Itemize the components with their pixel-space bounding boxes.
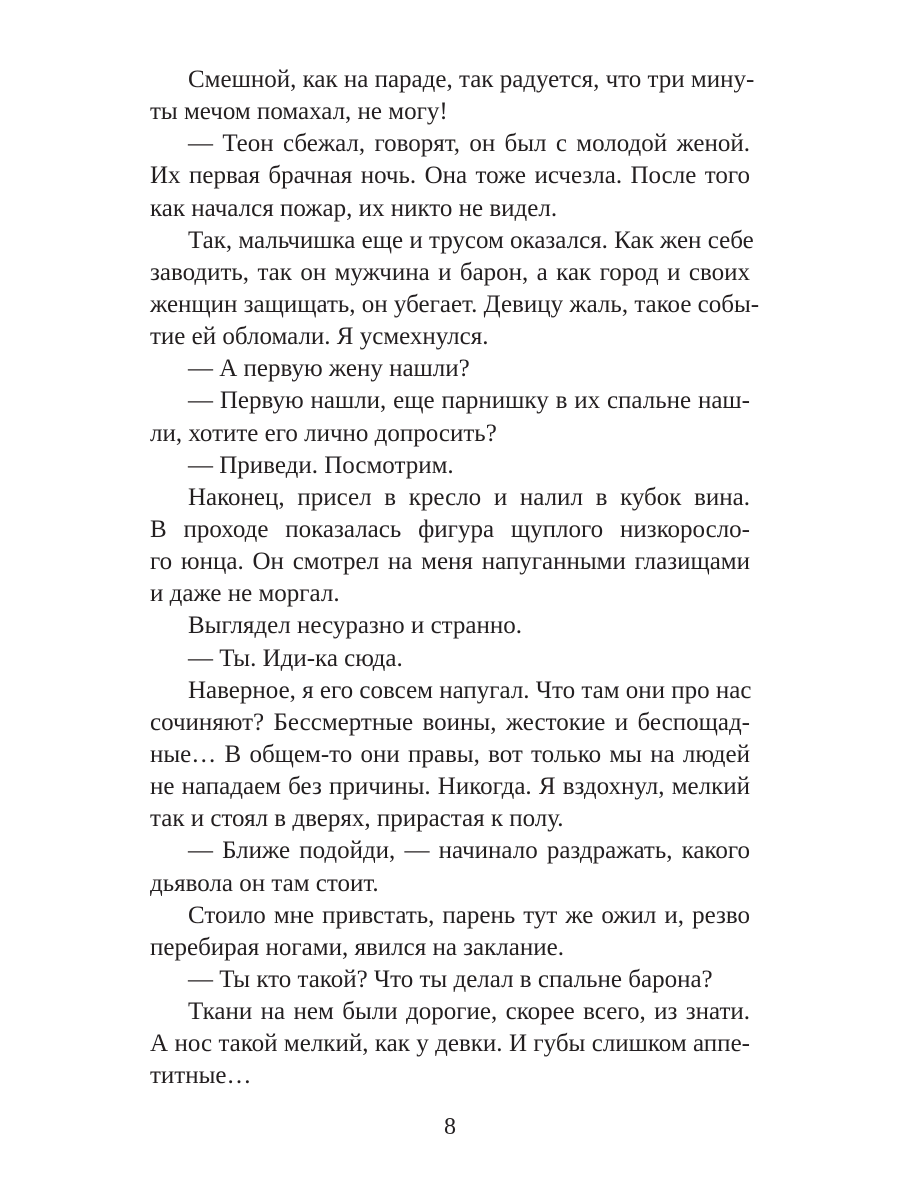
text-line: Их первая брачная ночь. Она тоже исчезла. После того (150, 162, 750, 190)
text-line: не нападаем без причины. Никогда. Я вздохнул, мелкий (150, 773, 750, 801)
text-line: ты мечом помахал, не могу! (150, 98, 448, 126)
text-line: — Теон сбежал, говорят, он был с молодой женой. (188, 130, 750, 158)
text-line: — А первую жену нашли? (188, 355, 470, 383)
text-line: Так, мальчишка еще и трусом оказался. Как жен себе (188, 226, 754, 254)
text-line: — Ты. Иди-ка сюда. (188, 644, 403, 672)
text-line: го юнца. Он смотрел на меня напуганными глазищами (150, 548, 750, 576)
text-line: титные… (150, 1062, 252, 1090)
text-line: так и стоял в дверях, прирастая к полу. (150, 805, 564, 833)
text-line: Наверное, я его совсем напугал. Что там они про нас (188, 676, 752, 704)
text-line: перебирая ногами, явился на заклание. (150, 933, 564, 961)
text-line: тие ей обломали. Я усмехнулся. (150, 323, 489, 351)
text-line: Ткани на нем были дорогие, скорее всего, из знати. (188, 998, 750, 1026)
text-line: Смешной, как на параде, так радуется, что три мину- (188, 66, 755, 93)
text-line: заводить, так он мужчина и барон, а как город и своих (150, 258, 750, 286)
text-line: — Первую нашли, еще парнишку в их спальне наш- (188, 387, 750, 415)
text-line: Стоило мне привстать, парень тут же ожил и, резво (188, 901, 750, 929)
text-line: женщин защищать, он убегает. Девицу жаль, такое собы- (150, 290, 760, 318)
text-line: — Ближе подойди, — начинало раздражать, какого (188, 837, 750, 865)
text-line: дьявола он там стоит. (150, 869, 379, 897)
text-line: и даже не моргал. (150, 580, 340, 608)
text-line: как начался пожар, их никто не видел. (150, 194, 558, 222)
text-line: А нос такой мелкий, как у девки. И губы слишком аппе- (150, 1030, 750, 1058)
text-line: ные… В общем-то они правы, вот только мы на людей (150, 740, 750, 768)
text-line: В проходе показалась фигура щуплого низкоросло- (150, 515, 750, 543)
text-line: — Ты кто такой? Что ты делал в спальне барона? (188, 965, 713, 993)
body-text (150, 64, 760, 1093)
text-line: сочиняют? Бессмертные воины, жестокие и беспощад- (150, 708, 750, 736)
text-line: ли, хотите его лично допросить? (150, 419, 497, 447)
text-line: — Приведи. Посмотрим. (188, 451, 454, 479)
text-line: Наконец, присел в кресло и налил в кубок вина. (188, 483, 750, 511)
text-line: Выглядел несуразно и странно. (188, 612, 522, 640)
page-number: 8 (444, 1114, 456, 1140)
